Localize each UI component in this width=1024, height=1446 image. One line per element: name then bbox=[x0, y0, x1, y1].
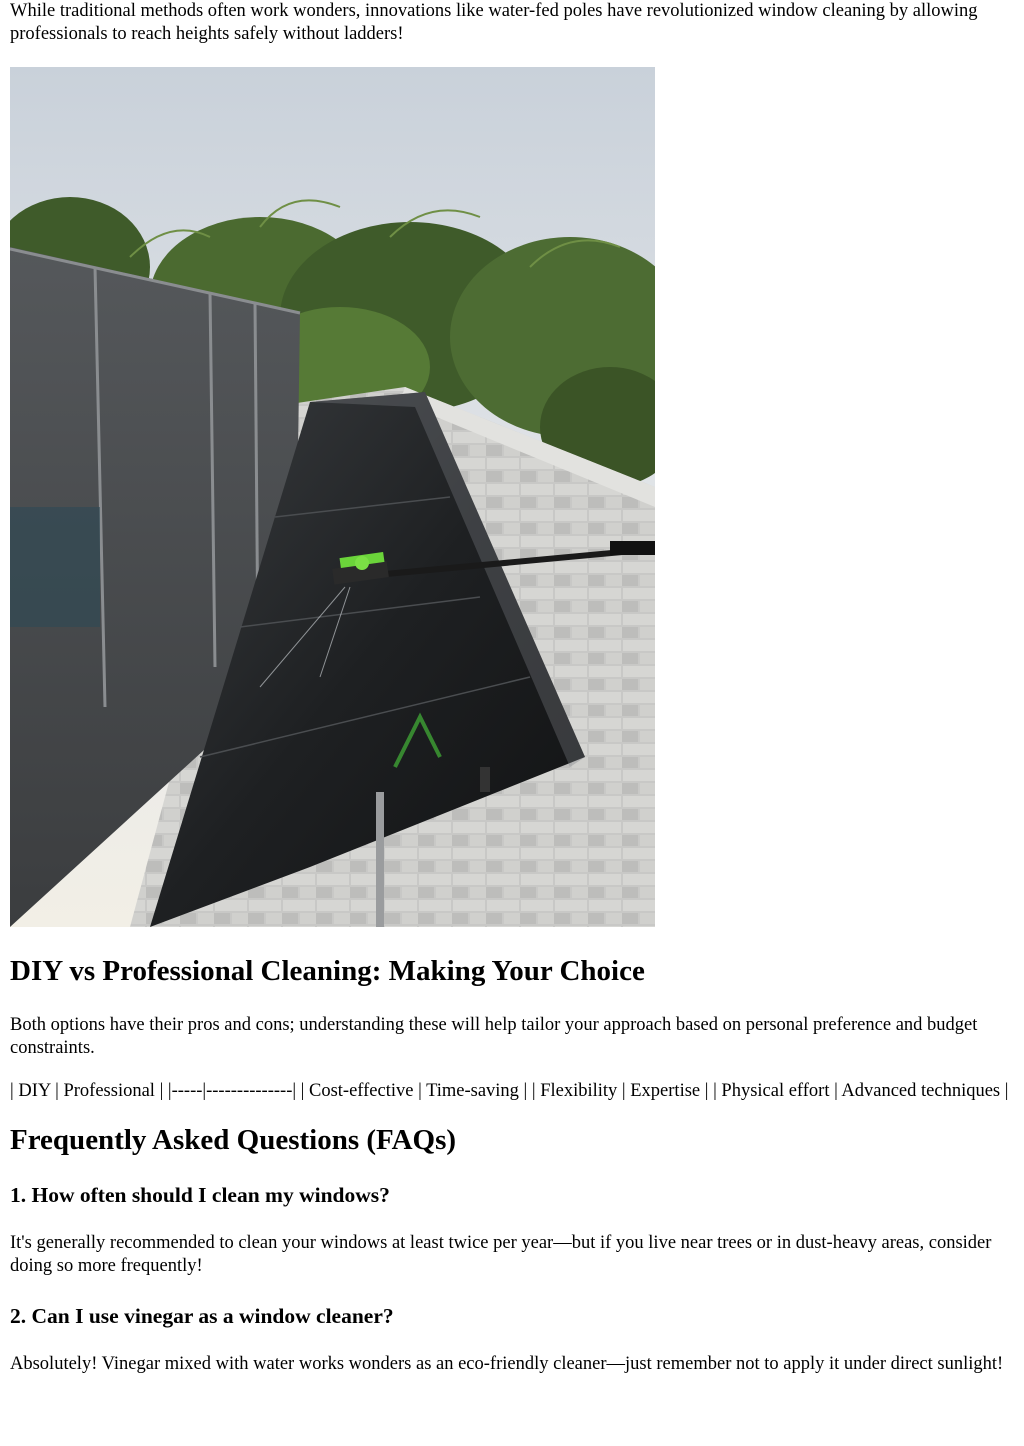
diy-vs-professional-heading: DIY vs Professional Cleaning: Making Your Choice bbox=[10, 955, 645, 987]
faq-answer: It's generally recommended to clean your windows at least twice per year—but if you live near trees or in dust-heavy areas, consider doing so more frequently! bbox=[10, 1233, 992, 1276]
faq-heading: Frequently Asked Questions (FAQs) bbox=[10, 1124, 457, 1156]
comparison-raw-table-text: | DIY | Professional | |-----|--------------| | Cost-effective | Time-saving | | Flexibility | Expertise | | Physical effort | Advanced techniques | bbox=[10, 1081, 1009, 1101]
diy-vs-professional-paragraph: Both options have their pros and cons; understanding these will help tailor your approach based on personal preference and budget constraints. bbox=[10, 1015, 978, 1058]
faq-answer: Absolutely! Vinegar mixed with water works wonders as an eco-friendly cleaner—just remember not to apply it under direct sunlight! bbox=[10, 1354, 1004, 1374]
faq-question: 2. Can I use vinegar as a window cleaner? bbox=[10, 1304, 394, 1328]
roof-solar-panel-cleaning-photo bbox=[10, 67, 655, 927]
intro-paragraph: While traditional methods often work wonders, innovations like water-fed poles have revolutionized window cleaning by allowing professionals to reach heights safely without ladders! bbox=[10, 1, 978, 44]
faq-question: 1. How often should I clean my windows? bbox=[10, 1183, 390, 1207]
